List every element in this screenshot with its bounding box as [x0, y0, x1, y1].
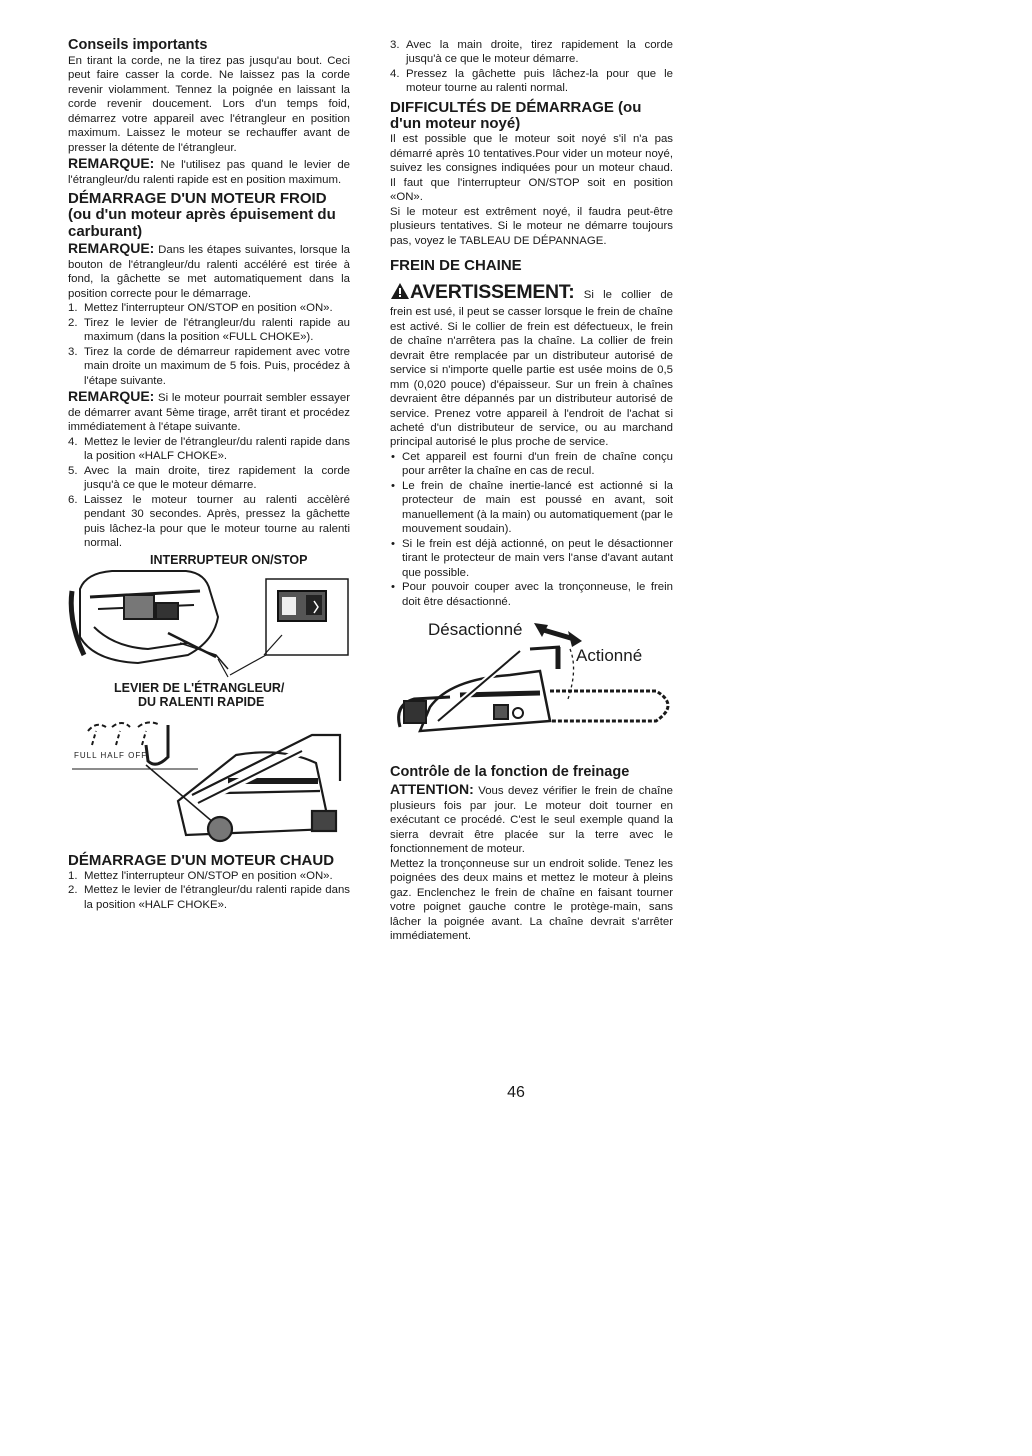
- list-item: 4. Pressez la gâchette puis lâchez-la pour que le moteur tourne au ralenti normal.: [390, 67, 673, 95]
- difficultes-text-2: Si le moteur est extrêment noyé, il faudra peut-être plusieurs tentatives. Si le moteur ne démarre toujours pas, voyez le TABLEAU DE DÉPANNAGE.: [390, 205, 673, 247]
- attention-text: Vous devez vérifier le frein de chaîne plusieurs fois par jour. Le moteur doit tourner en exécutant ce procédé. C'est le seul exemple quand la sierra devrait être placée sur la terre avec le fonctionnement de moteur.: [390, 784, 673, 856]
- frein-warning: [390, 280, 673, 450]
- page-number: 46: [507, 1084, 525, 1101]
- remarque-text: Dans les étapes suivantes, lorsque la bouton de l'étrangleur/du ralenti accéléré est tirée à fond, la gâchette se met automatiquement dans la position correcte pour le démarrage.: [68, 243, 351, 300]
- list-item: 1. Mettez l'interrupteur ON/STOP en position «ON».: [68, 869, 333, 882]
- list-item: 4. Mettez le levier de l'étrangleur/du ralenti rapide dans la position «HALF CHOKE».: [68, 435, 350, 463]
- conseils-remarque: [68, 155, 350, 187]
- list-item: 6. Laissez le moteur tourner au ralenti accèlèré pendant 30 secondes. Après, pressez la gâchette puis lâchez-la pour que le moteur tourne au ralenti normal.: [68, 493, 350, 550]
- conseils-text: En tirant la corde, ne la tirez pas jusqu'au bout. Ceci peut faire casser la corde. Ne laissez pas la corde revenir violamment. Tennez la poignée en laissant la corde revenir doucement. Lors d'un temps foid, démarrez votre appareil avec l'étrangleur en position maximum. Laissez le moteur se rechauffer avant de presser la détente de l'étrangleur.: [68, 54, 350, 154]
- list-item: 3. Avec la main droite, tirez rapidement la corde jusqu'à ce que le moteur démarre.: [390, 39, 673, 66]
- remarque-label: REMARQUE:: [68, 239, 155, 256]
- froid-remarque-2: [68, 388, 350, 435]
- left-column: [68, 38, 350, 912]
- section-title-moteur-chaud: DÉMARRAGE D'UN MOTEUR CHAUD: [68, 851, 335, 869]
- figure-onstop-switch: [68, 551, 350, 711]
- frein-bullets: [390, 450, 673, 609]
- warning-label: AVERTISSEMENT:: [410, 281, 575, 304]
- list-item: 2. Tirez le levier de l'étrangleur/du ralenti rapide au maximum (dans la position «FULL CHOKE»).: [68, 316, 350, 344]
- figure-label-desactionne: Désactionné: [428, 620, 523, 640]
- warning-text: Si le collier de frein est usé, il peut se casser lorsque le frein de chaîne est activé. Si le collier de frein est défectueux, le frein de chaîne n'arrêtera pas la chaîne. La collier de frein devrait être remplacée par un distributeur autorisé de service si n'importe quelle partie est usée moins de 0,5 mm (0,020 pouce) d'épaisseur. Sur un frein à chaînes devraient être dépannés par un distributeur autorisé de service. Prenez votre appareil à l'endroit de l'achat si acheté d'un distributeur de service, ou au marchand principal autorisé le plus proche de service.: [390, 289, 673, 449]
- remarque-label: REMARQUE:: [68, 387, 155, 404]
- choke-position-labels: FULL HALF OFF: [74, 750, 148, 760]
- figure-label-interrupteur: INTERRUPTEUR ON/STOP: [150, 552, 308, 567]
- figure-label-levier: LEVIER DE L'ÉTRANGLEUR/: [114, 680, 285, 695]
- section-title-moteur-froid: DÉMARRAGE D'UN MOTEUR FROID (ou d'un moteur après épuisement du carburant): [68, 190, 336, 240]
- section-title-frein: FREIN DE CHAINE: [390, 257, 522, 275]
- figure-label-ralenti: DU RALENTI RAPIDE: [138, 694, 265, 709]
- list-item: • Le frein de chaîne inertie-lancé est actionné si la protecteur de main est poussé en avant, soit manuellement (à la main) ou automatiquement (par le mouvement soudain).: [390, 479, 673, 537]
- list-item: 1. Mettez l'interrupteur ON/STOP en position «ON».: [68, 302, 333, 315]
- chaud-steps-continued: [390, 38, 673, 96]
- section-title-difficultes: DIFFICULTÉS DE DÉMARRAGE (ou d'un moteur noyé): [390, 98, 642, 133]
- section-title-controle: Contrôle de la fonction de freinage: [390, 764, 630, 781]
- list-item: 3. Tirez la corde de démarreur rapidement avec votre main droite un maximum de 5 fois. Puis, procédez à l'étape suivante.: [68, 345, 350, 387]
- figure-choke-positions: [68, 711, 350, 847]
- list-item: 2. Mettez le levier de l'étrangleur/du ralenti rapide dans la position «HALF CHOKE».: [68, 884, 350, 911]
- list-item: • Si le frein est déjà actionné, on peut le désactionner tirant le protecteur de main vers l'anse d'avant autant que possible.: [390, 537, 673, 580]
- controle-attention: [390, 781, 673, 857]
- choke-lever-illustration: [68, 711, 350, 847]
- froid-steps-b: [68, 435, 350, 551]
- froid-steps-a: [68, 301, 350, 388]
- list-item: • Pour pouvoir couper avec la tronçonneuse, le frein doit être désactionné.: [390, 580, 673, 609]
- remarque-text: Si le moteur pourrait sembler essayer de démarrer avant 5ème tirage, arrêt tirant et procédez immédiatement à l'étape suivante.: [68, 391, 350, 434]
- double-arrow-icon: [534, 623, 582, 647]
- figure-label-actionne: Actionné: [576, 646, 643, 666]
- chaud-steps: [68, 869, 350, 912]
- warning-icon: [390, 282, 410, 304]
- attention-label: ATTENTION:: [390, 780, 474, 797]
- figure-chain-brake: [390, 609, 673, 759]
- section-title-conseils: Conseils importants: [68, 37, 208, 53]
- difficultes-text-1: Il est possible que le moteur soit noyé s'il n'a pas démarré après 10 tentatives.Pour vider un moteur noyé, suivez les consignes indiquées pour un moteur chaud. Il faut que l'interrupteur ON/STOP soit en position «ON».: [390, 133, 673, 204]
- froid-remarque: [68, 240, 350, 301]
- right-column: [390, 38, 673, 944]
- list-item: 5. Avec la main droite, tirez rapidement la corde jusqu'à ce que le moteur démarre.: [68, 464, 350, 492]
- list-item: • Cet appareil est fourni d'un frein de chaîne conçu pour arrêter la chaîne en cas de recul.: [390, 450, 673, 479]
- remarque-text: Ne l'utilisez pas quand le levier de l'étrangleur/du ralenti rapide est en position maximum.: [68, 159, 350, 186]
- chainsaw-brake-illustration: [390, 609, 673, 759]
- remarque-label: REMARQUE:: [68, 155, 155, 172]
- controle-text: Mettez la tronçonneuse sur un endroit solide. Tenez les poignées des deux mains et mettez le moteur à pleins gaz. Enclenchez le frein de chaîne en faisant tourner votre poignet gauche contre le protège-main, sans lâcher la poignée avant. La chaîne devrait s'arrêter immédiatement.: [390, 857, 673, 943]
